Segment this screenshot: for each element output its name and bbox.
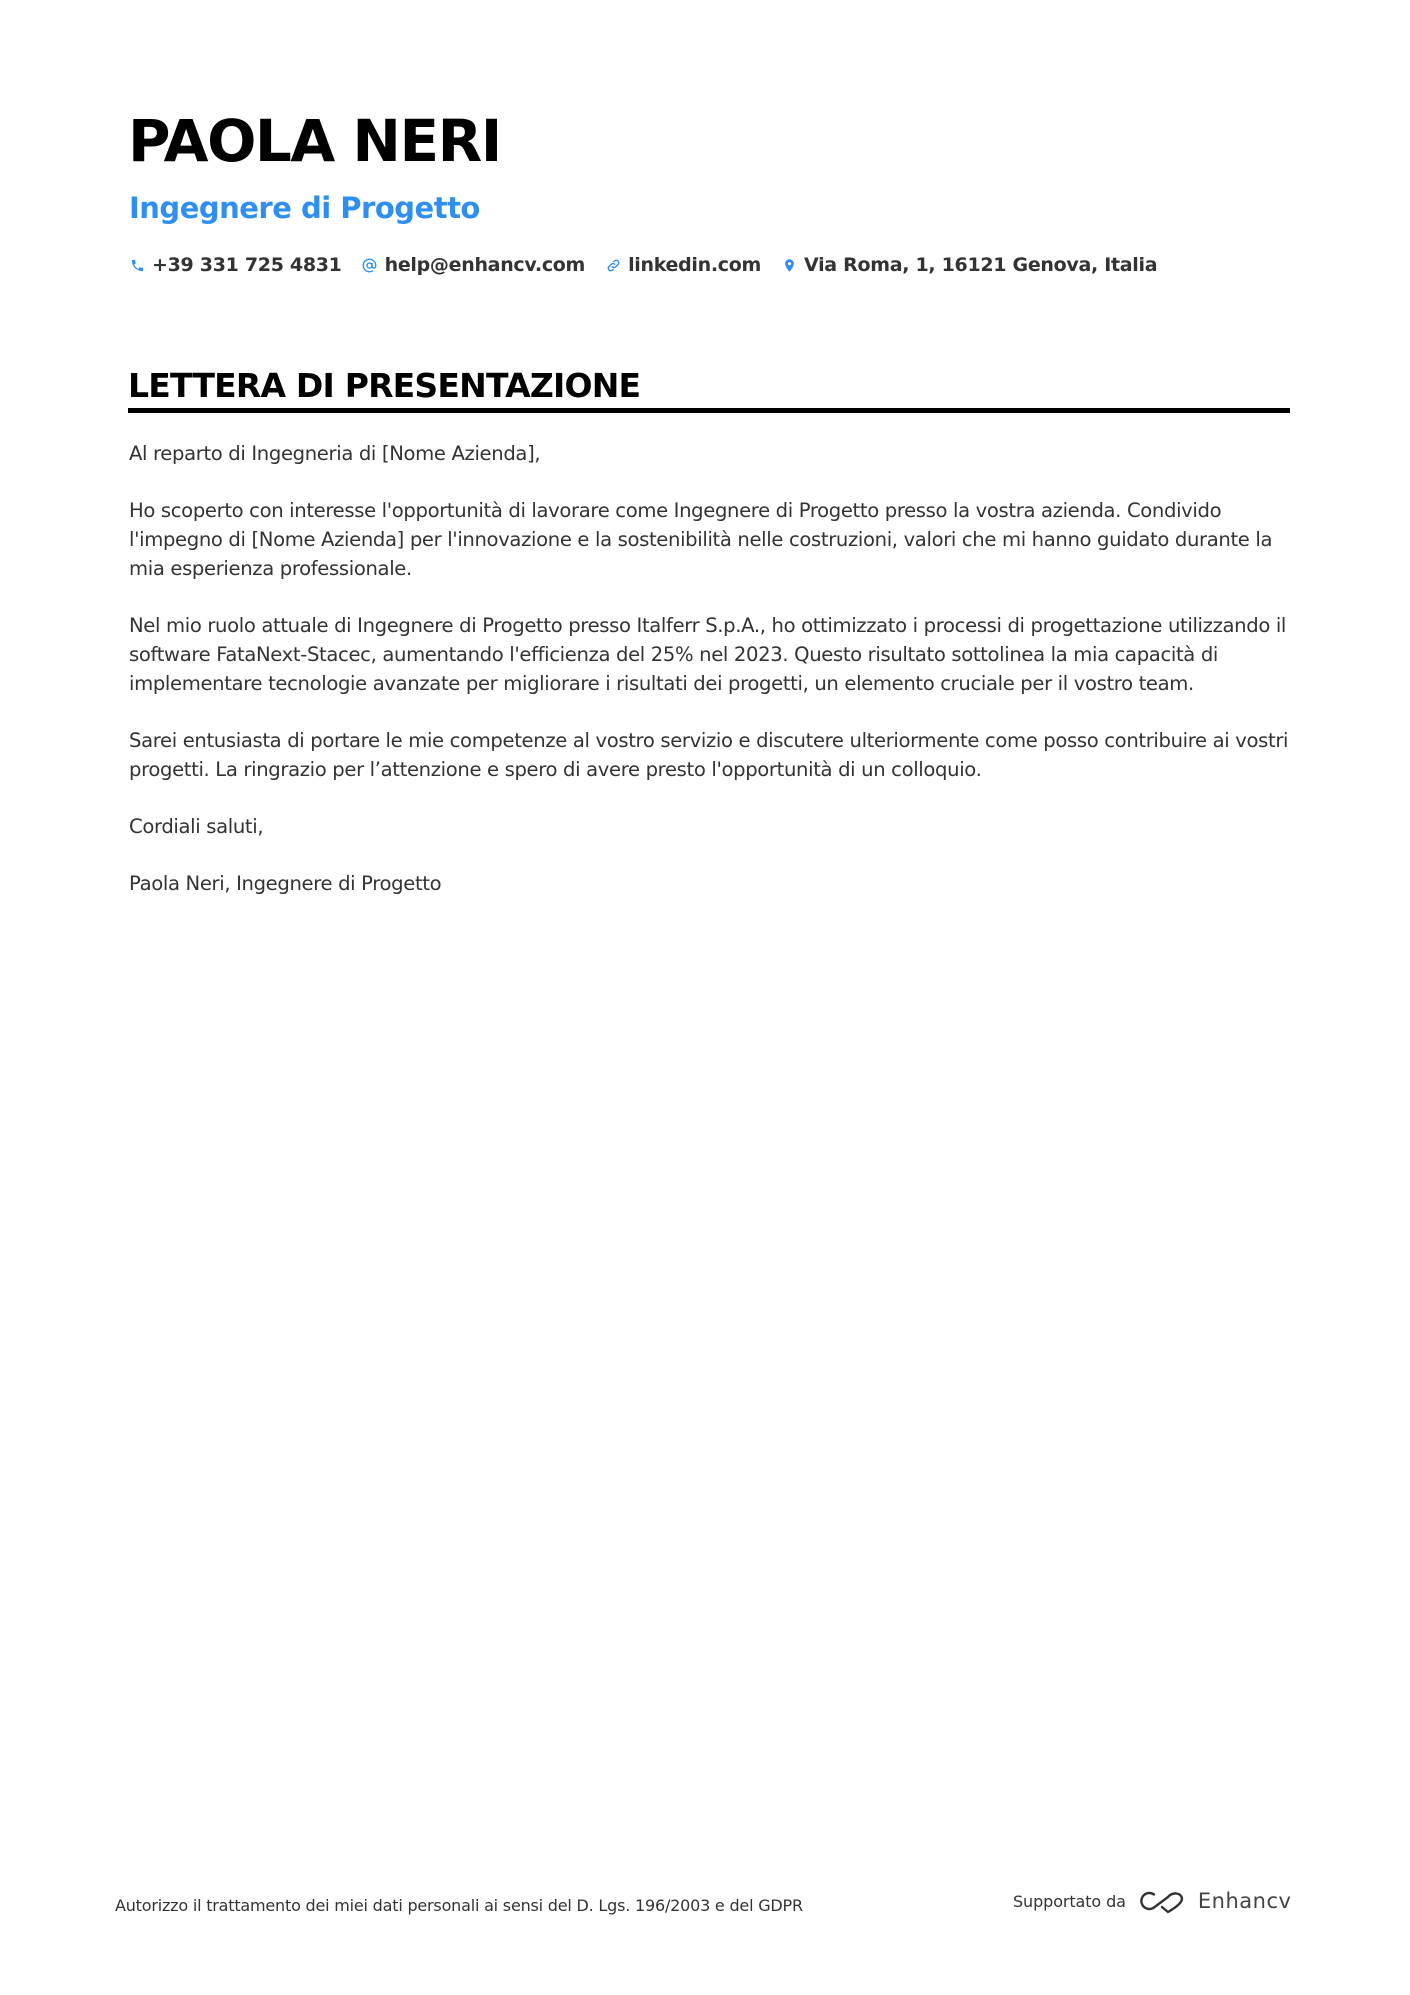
- candidate-name: PAOLA NERI: [128, 107, 501, 175]
- letter-paragraph: Sarei entusiasta di portare le mie competenze al vostro servizio e discutere ulteriormente come posso contribuire ai vostri progetti. La ringrazio per l’attenzione e spero di avere presto l'opportunità di un colloquio.: [129, 728, 1289, 781]
- letter-paragraph: Nel mio ruolo attuale di Ingegnere di Progetto presso Italferr S.p.A., ho ottimizzato i processi di progettazione utilizzando il software FataNext-Stacec, aumentando l'efficienza del 25% nel 2023. Questo risultato sottolinea la mia capacità di implementare tecnologie avanzate per migliorare i risultati dei progetti, un elemento cruciale per il vostro team.: [129, 614, 1287, 695]
- letter-signature: Paola Neri, Ingegnere di Progetto: [129, 872, 442, 896]
- privacy-consent: Autorizzo il trattamento dei miei dati personali ai sensi del D. Lgs. 196/2003 e del GDPR: [115, 1896, 803, 1915]
- section-heading: LETTERA DI PRESENTAZIONE: [128, 366, 641, 405]
- contact-linkedin-text: linkedin.com: [628, 254, 761, 276]
- supported-by-label: Supportato da: [1013, 1891, 1126, 1911]
- candidate-title: Ingegnere di Progetto: [129, 191, 480, 225]
- contact-linkedin[interactable]: [605, 254, 761, 276]
- contact-phone: [129, 254, 342, 276]
- at-icon: [362, 256, 378, 274]
- phone-icon: [129, 256, 145, 274]
- contact-email-text: help@enhancv.com: [384, 254, 586, 276]
- letter-closing: Cordiali saluti,: [129, 815, 264, 839]
- location-pin-icon: [781, 256, 797, 274]
- section-divider: [128, 408, 1290, 413]
- letter-greeting: Al reparto di Ingegneria di [Nome Azienda],: [129, 442, 541, 465]
- letter-paragraph: Ho scoperto con interesse l'opportunità di lavorare come Ingegnere di Progetto presso la vostra azienda. Condivido l'impegno di [Nome Azienda] per l'innovazione e la sostenibilità nelle costruzioni, valori che mi hanno guidato durante la mia esperienza professionale.: [129, 499, 1273, 580]
- enhancv-brand: Enhancv: [1197, 1889, 1292, 1913]
- powered-by[interactable]: [1013, 1888, 1291, 1914]
- enhancv-logo-icon: [1138, 1888, 1186, 1914]
- contact-row: [129, 254, 1177, 276]
- contact-email[interactable]: [362, 254, 585, 276]
- letter-body: [129, 440, 1299, 928]
- link-icon: [605, 256, 621, 274]
- contact-address: [781, 254, 1157, 276]
- contact-phone-text: +39 331 725 4831: [152, 254, 342, 276]
- contact-address-text: Via Roma, 1, 16121 Genova, Italia: [804, 254, 1158, 276]
